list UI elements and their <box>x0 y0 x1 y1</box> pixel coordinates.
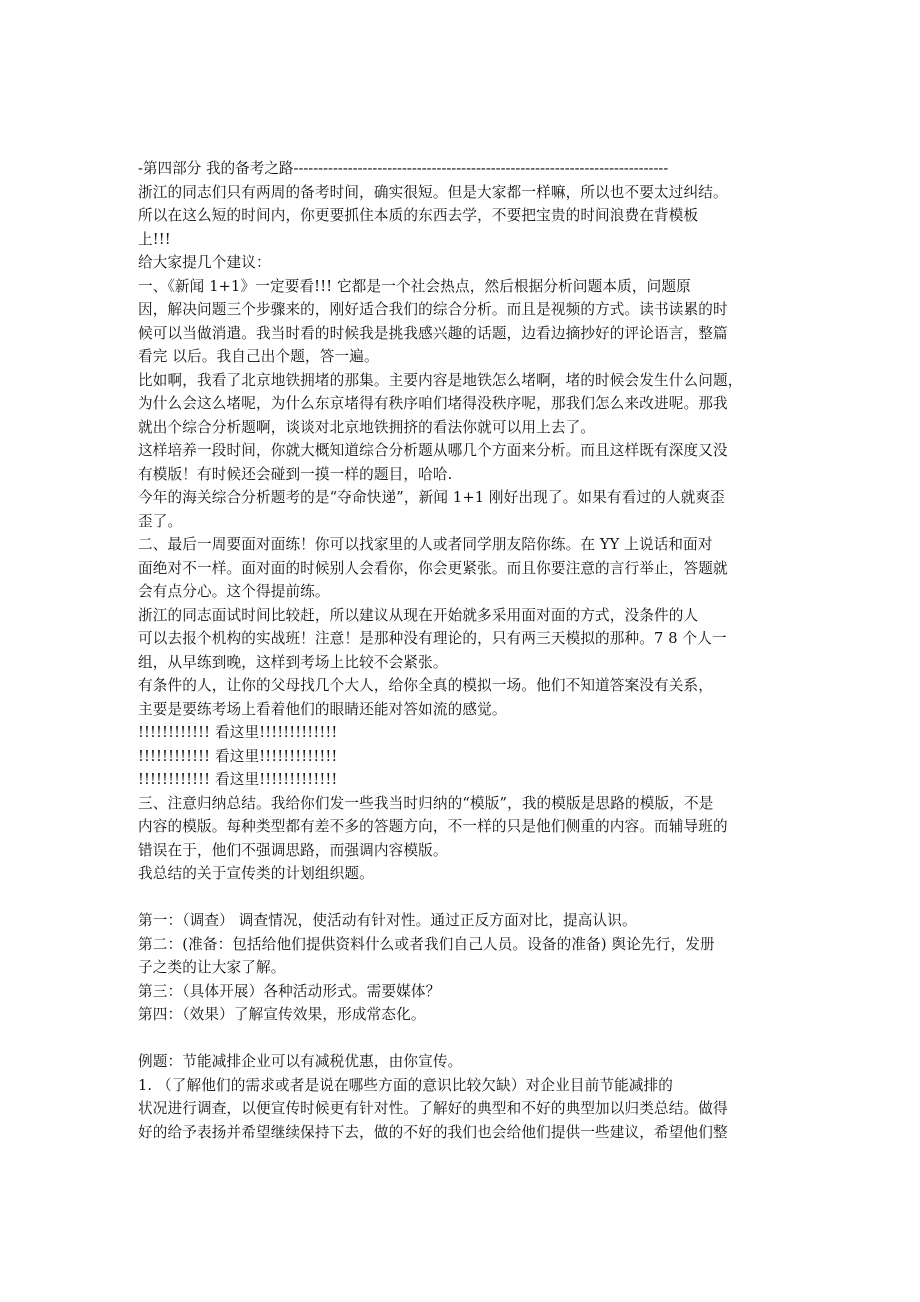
paragraph-line: 所以在这么短的时间内，你更要抓住本质的东西去学，不要把宝贵的时间浪费在背模板 <box>138 207 699 224</box>
paragraph-line: 1. （了解他们的需求或者是说在哪些方面的意识比较欠缺）对企业目前节能减排的 <box>138 1076 674 1094</box>
paragraph-line: 这样培养一段时间，你就大概知道综合分析题从哪几个方面来分析。而且这样既有深度又没 <box>138 442 728 459</box>
paragraph-line: 可以去报个机构的实战班！注意！是那种没有理论的，只有两三天模拟的那种。7 8 个人一 <box>138 630 727 647</box>
paragraph-line: 三、注意归纳总结。我给你们发一些我当时归纳的“模版”，我的模版是思路的模版，不是 <box>138 794 714 812</box>
paragraph-line: 上!!! <box>138 230 171 248</box>
paragraph-line: 好的给予表扬并希望继续保持下去，做的不好的我们也会给他们提供一些建议，希望他们整 <box>138 1123 728 1141</box>
emphasis-line: !!!!!!!!!!!! 看这里!!!!!!!!!!!!! <box>138 747 338 765</box>
paragraph-line: 因，解决问题三个步骤来的，刚好适合我们的综合分析。而且是视频的方式。读书读累的时 <box>138 301 728 318</box>
paragraph-line: 歪了。 <box>138 512 183 530</box>
emphasis-line: !!!!!!!!!!!! 看这里!!!!!!!!!!!!! <box>138 771 338 788</box>
blank-line <box>138 886 798 910</box>
paragraph-line: 主要是要练考场上看着他们的眼睛还能对答如流的感觉。 <box>138 700 507 718</box>
paragraph-line: 一、《新闻 1+1》一定要看!!! 它都是一个社会热点，然后根据分析问题本质，问题原 <box>138 277 691 295</box>
blank-line <box>138 1027 798 1051</box>
paragraph-line: 面绝对不一样。面对面的时候别人会看你，你会更紧张。而且你要注意的言行举止，答题就 <box>138 559 728 577</box>
list-line: 第二：(准备：包括给他们提供资料什么或者我们自己人员。设备的准备) 舆论先行，发册 <box>138 935 715 953</box>
paragraph-line: 就出个综合分析题啊，谈谈对北京地铁拥挤的看法你就可以用上去了。 <box>138 418 596 436</box>
paragraph-line: 会有点分心。这个得提前练。 <box>138 583 330 600</box>
paragraph-line: 我总结的关于宣传类的计划组织题。 <box>138 865 374 882</box>
list-line: 子之类的让大家了解。 <box>138 959 286 976</box>
paragraph-line: 有模版！有时候还会碰到一摸一样的题目，哈哈. <box>138 465 453 483</box>
paragraph-line: 浙江的同志面试时间比较赶，所以建议从现在开始就多采用面对面的方式，没条件的人 <box>138 606 699 624</box>
emphasis-line: !!!!!!!!!!!! 看这里!!!!!!!!!!!!! <box>138 724 338 741</box>
paragraph-line: 浙江的同志们只有两周的备考时间，确实很短。但是大家都一样嘛，所以也不要太过纠结。 <box>138 183 728 201</box>
paragraph-line: 状况进行调查，以便宣传时候更有针对性。了解好的典型和不好的典型加以归类总结。做得 <box>138 1100 728 1117</box>
paragraph-line: 候可以当做消遣。我当时看的时候我是挑我感兴趣的话题，边看边摘抄好的评论语言，整篇 <box>138 324 728 342</box>
paragraph-line: 今年的海关综合分析题考的是“夺命快递”，新闻 1+1 刚好出现了。如果有看过的人就爽歪 <box>138 489 725 506</box>
paragraph-line: 有条件的人，让你的父母找几个大人，给你全真的模拟一场。他们不知道答案没有关系， <box>138 677 714 694</box>
list-line: 第一：（调查） 调查情况，使活动有针对性。通过正反方面对比，提高认识。 <box>138 912 637 929</box>
paragraph-line: 看完 以后。我自己出个题，答一遍。 <box>138 348 379 365</box>
paragraph-line: 错误在于，他们不强调思路，而强调内容模版。 <box>138 841 448 859</box>
paragraph-line: 给大家提几个建议： <box>138 254 271 271</box>
example-heading: 例题：节能减排企业可以有减税优惠，由你宣传。 <box>138 1053 463 1070</box>
section-heading: -第四部分 我的备考之路---------------------------------------------------------------------------- <box>138 160 669 177</box>
paragraph-line: 二、最后一周要面对面练！你可以找家里的人或者同学朋友陪你练。在 YY 上说话和面对 <box>138 536 713 553</box>
list-line: 第四：（效果）了解宣传效果，形成常态化。 <box>138 1006 426 1023</box>
paragraph-line: 为什么会这么堵呢，为什么东京堵得有秩序咱们堵得没秩序呢，那我们怎么来改进呢。那我 <box>138 395 728 412</box>
document-body <box>138 157 798 1144</box>
paragraph-line: 比如啊，我看了北京地铁拥堵的那集。主要内容是地铁怎么堵啊，堵的时候会发生什么问题， <box>138 371 743 389</box>
list-line: 第三：（具体开展）各种活动形式。需要媒体？ <box>138 982 441 1000</box>
paragraph-line: 组，从早练到晚，这样到考场上比较不会紧张。 <box>138 653 448 671</box>
paragraph-line: 内容的模版。每种类型都有差不多的答题方向，不一样的只是他们侧重的内容。而辅导班的 <box>138 818 728 835</box>
